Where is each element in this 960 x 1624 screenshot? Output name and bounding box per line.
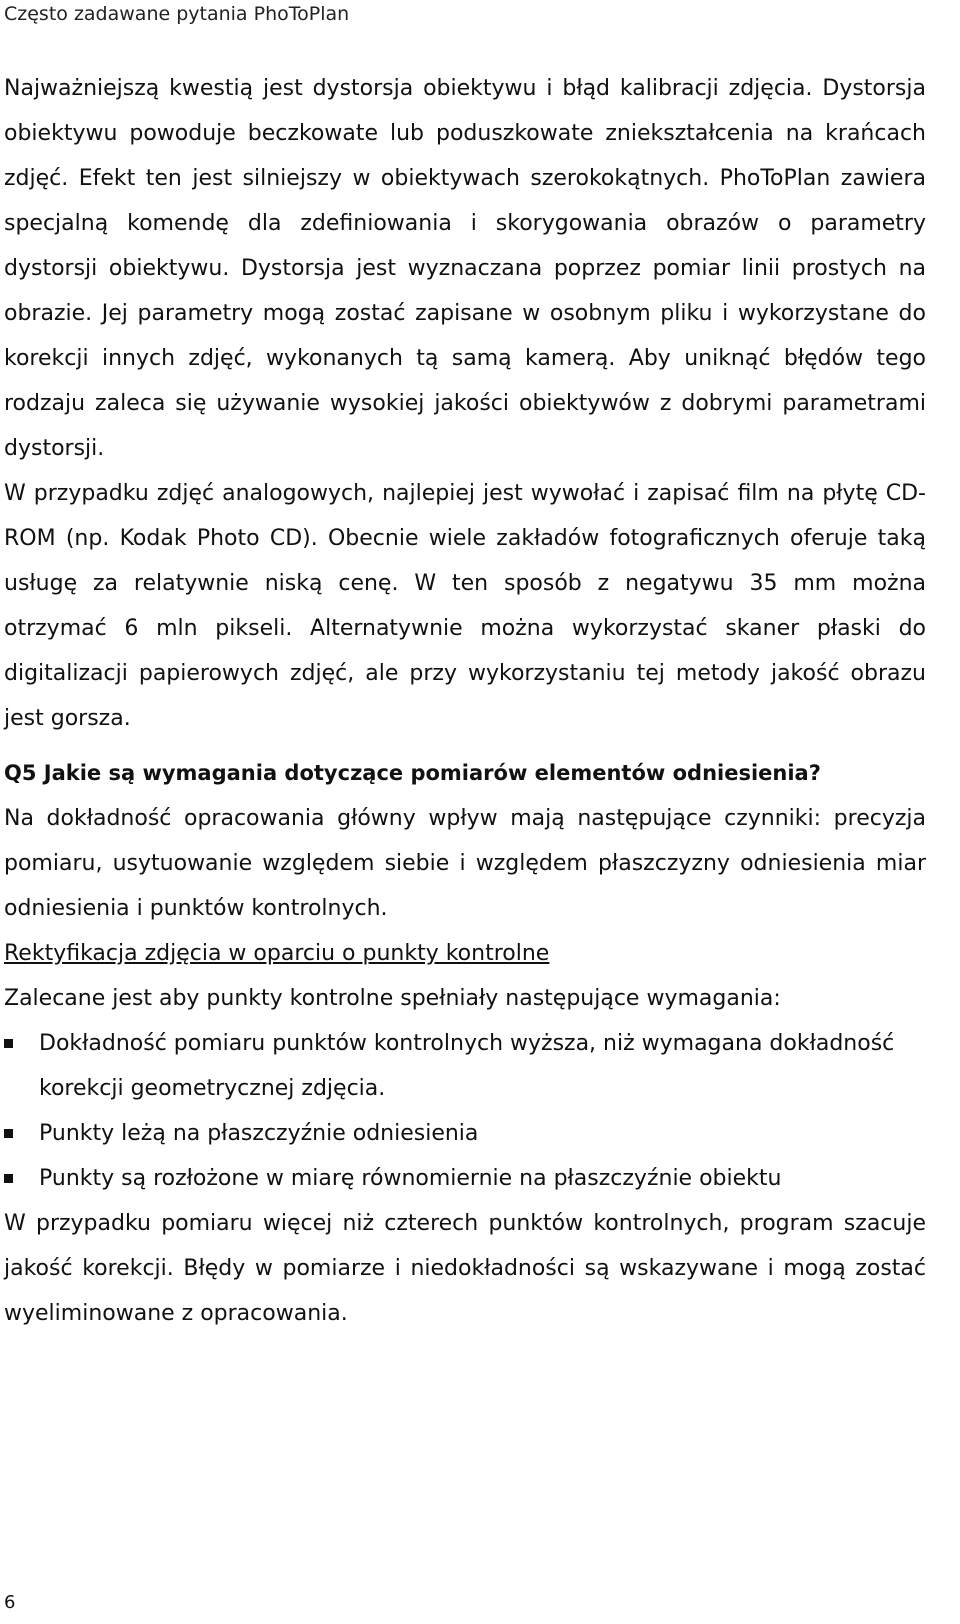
square-bullet-icon [4, 1039, 13, 1048]
paragraph-quality-estimation: W przypadku pomiaru więcej niż czterech punktów kontrolnych, program szacuje jakość korekcji. Błędy w pomiarze i niedokładności są wskazywane i mogą zostać wyeliminowane z opracowania. [4, 1211, 926, 1326]
question-q5-heading: Q5 Jakie są wymagania dotyczące pomiarów elementów odniesienia? [4, 761, 821, 785]
list-item-text: Punkty są rozłożone w miarę równomiernie na płaszczyźnie obiektu [39, 1166, 782, 1191]
square-bullet-icon [4, 1174, 13, 1183]
list-item-text: Punkty leżą na płaszczyźnie odniesienia [39, 1121, 479, 1146]
list-item [4, 1156, 926, 1201]
running-header: Często zadawane pytania PhoToPlan [4, 3, 350, 25]
square-bullet-icon [4, 1129, 13, 1138]
paragraph-distortion: Najważniejszą kwestią jest dystorsja obiektywu i błąd kalibracji zdjęcia. Dystorsja obiektywu powoduje beczkowate lub poduszkowate zniekształcenia na krańcach zdjęć. Efekt ten jest silniejszy w obiektywach szerokokątnych. PhoToPlan zawiera specjalną komendę dla zdefiniowania i skorygowania obrazów o parametry dystorsji obiektywu. Dystorsja jest wyznaczana poprzez pomiar linii prostych na obrazie. Jej parametry mogą zostać zapisane w osobnym pliku i wykorzystane do korekcji innych zdjęć, wykonanych tą samą kamerą. Aby uniknąć błędów tego rodzaju zaleca się używanie wysokiej jakości obiektywów z dobrymi parametrami dystorsji. [4, 76, 926, 461]
document-body [4, 66, 926, 1336]
requirements-list [4, 1021, 926, 1201]
paragraph-accuracy-factors: Na dokładność opracowania główny wpływ mają następujące czynniki: precyzja pomiaru, usytuowanie względem siebie i względem płaszczyzny odniesienia miar odniesienia i punktów kontrolnych. [4, 806, 926, 921]
subheading-rectification: Rektyfikacja zdjęcia w oparciu o punkty kontrolne [4, 941, 550, 966]
page-number: 6 [4, 1592, 16, 1613]
list-item [4, 1111, 926, 1156]
paragraph-analog-photos: W przypadku zdjęć analogowych, najlepiej jest wywołać i zapisać film na płytę CD-ROM (np. Kodak Photo CD). Obecnie wiele zakładów fotograficznych oferuje taką usługę za relatywnie niską cenę. W ten sposób z negatywu 35 mm można otrzymać 6 mln pikseli. Alternatywnie można wykorzystać skaner płaski do digitalizacji papierowych zdjęć, ale przy wykorzystaniu tej metody jakość obrazu jest gorsza. [4, 481, 926, 731]
paragraph-requirements-intro: Zalecane jest aby punkty kontrolne spełniały następujące wymagania: [4, 986, 781, 1011]
list-item-text: Dokładność pomiaru punktów kontrolnych wyższa, niż wymagana dokładność korekcji geometrycznej zdjęcia. [39, 1031, 895, 1101]
list-item [4, 1021, 926, 1111]
